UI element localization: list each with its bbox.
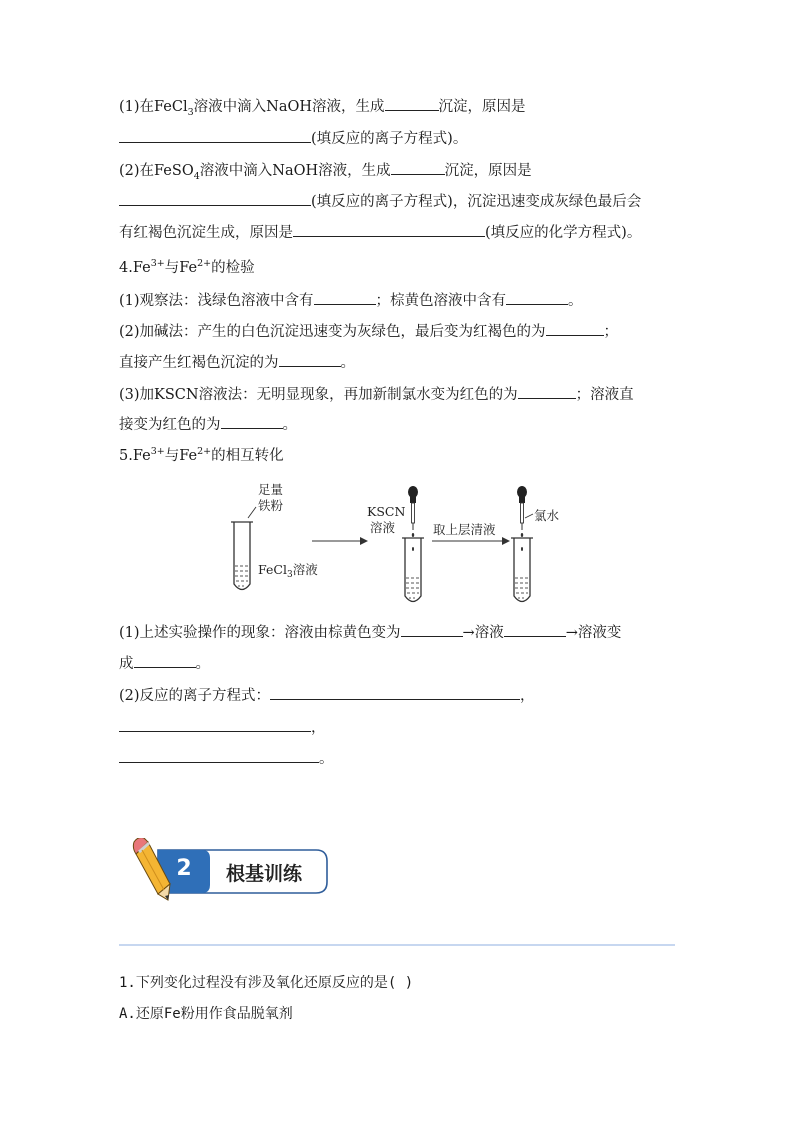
- sec5-phenomenon-line2: 成 。: [119, 653, 210, 674]
- label-take-supernatant: 取上层清液: [433, 522, 496, 537]
- answer-blank[interactable]: [293, 222, 485, 237]
- answer-blank[interactable]: [119, 717, 311, 732]
- sec4-observation: (1)观察法：浅绿色溶液中含有 ；棕黄色溶液中含有 。: [119, 290, 583, 311]
- test-tube-2: [402, 538, 424, 602]
- section-divider: [119, 944, 675, 946]
- sec5-phenomenon-line1: (1)上述实验操作的现象：溶液由棕黄色变为 →溶液 →溶液变: [119, 622, 621, 643]
- q-fecl3-line2: (填反应的离子方程式)。: [119, 128, 467, 149]
- question-1-option-a[interactable]: A.还原Fe粉用作食品脱氧剂: [119, 1006, 293, 1022]
- question-1-stem: 1.下列变化过程没有涉及氧化还原反应的是( ): [119, 975, 414, 991]
- pointer-line: [248, 507, 256, 518]
- answer-blank[interactable]: [221, 414, 283, 429]
- q-feso4-line1: (2)在FeSO$_4$溶液中滴入NaOH溶液，生成 沉淀，原因是: [119, 160, 532, 181]
- section-4-title: $4.Fe^{3+}$与$Fe^{2+}$的检验: [119, 258, 255, 276]
- label-iron-2: 铁粉: [258, 498, 284, 513]
- q-feso4-line2: (填反应的离子方程式)，沉淀迅速变成灰绿色最后会: [119, 191, 641, 212]
- q-fecl3-line1: (1)在FeCl$_3$溶液中滴入NaOH溶液，生成 沉淀，原因是: [119, 96, 526, 117]
- dropper-1: [408, 486, 418, 537]
- answer-blank[interactable]: [518, 384, 576, 399]
- answer-blank[interactable]: [279, 352, 341, 367]
- arrow-2: [432, 537, 510, 545]
- label-kscn-1: KSCN: [367, 504, 406, 519]
- label-chlorine-water: 氯水: [534, 508, 560, 523]
- section-5-title: $5.Fe^{3+}$与$Fe^{2+}$的相互转化: [119, 446, 284, 464]
- answer-blank[interactable]: [270, 685, 520, 700]
- test-tube-3: [511, 538, 533, 602]
- arrow-1: [312, 537, 368, 545]
- q-feso4-line3: 有红褐色沉淀生成，原因是 (填反应的化学方程式)。: [119, 222, 641, 243]
- sec4-base-line2: 直接产生红褐色沉淀的为 。: [119, 352, 355, 373]
- label-fecl3: FeCl$_3$溶液: [258, 562, 318, 580]
- label-kscn-2: 溶液: [370, 520, 396, 535]
- banner-title: 根基训练: [226, 863, 303, 885]
- answer-blank[interactable]: [119, 191, 311, 206]
- answer-blank[interactable]: [546, 321, 604, 336]
- banner-number: 2: [176, 856, 192, 881]
- sec4-kscn-line1: (3)加KSCN溶液法：无明显现象，再加新制氯水变为红色的为 ；溶液直: [119, 384, 634, 405]
- answer-blank[interactable]: [134, 653, 196, 668]
- answer-blank[interactable]: [504, 622, 566, 637]
- answer-blank[interactable]: [119, 128, 311, 143]
- label-iron-1: 足量: [258, 482, 284, 497]
- pointer-line: [525, 514, 533, 518]
- sec4-kscn-line2: 接变为红色的为 。: [119, 414, 297, 435]
- answer-blank[interactable]: [385, 96, 439, 111]
- answer-blank[interactable]: [314, 290, 376, 305]
- test-tube-1: [231, 522, 253, 590]
- answer-blank[interactable]: [401, 622, 463, 637]
- answer-blank[interactable]: [119, 748, 319, 763]
- experiment-diagram: [220, 478, 580, 613]
- sec5-equation-line3: 。: [119, 748, 334, 769]
- answer-blank[interactable]: [391, 160, 445, 175]
- sec5-equation-line2: ，: [119, 717, 326, 738]
- sec5-equation-line1: (2)反应的离子方程式： ，: [119, 685, 535, 706]
- sec4-base-line1: (2)加碱法：产生的白色沉淀迅速变为灰绿色，最后变为红褐色的为 ；: [119, 321, 618, 342]
- answer-blank[interactable]: [506, 290, 568, 305]
- dropper-2: [517, 486, 527, 537]
